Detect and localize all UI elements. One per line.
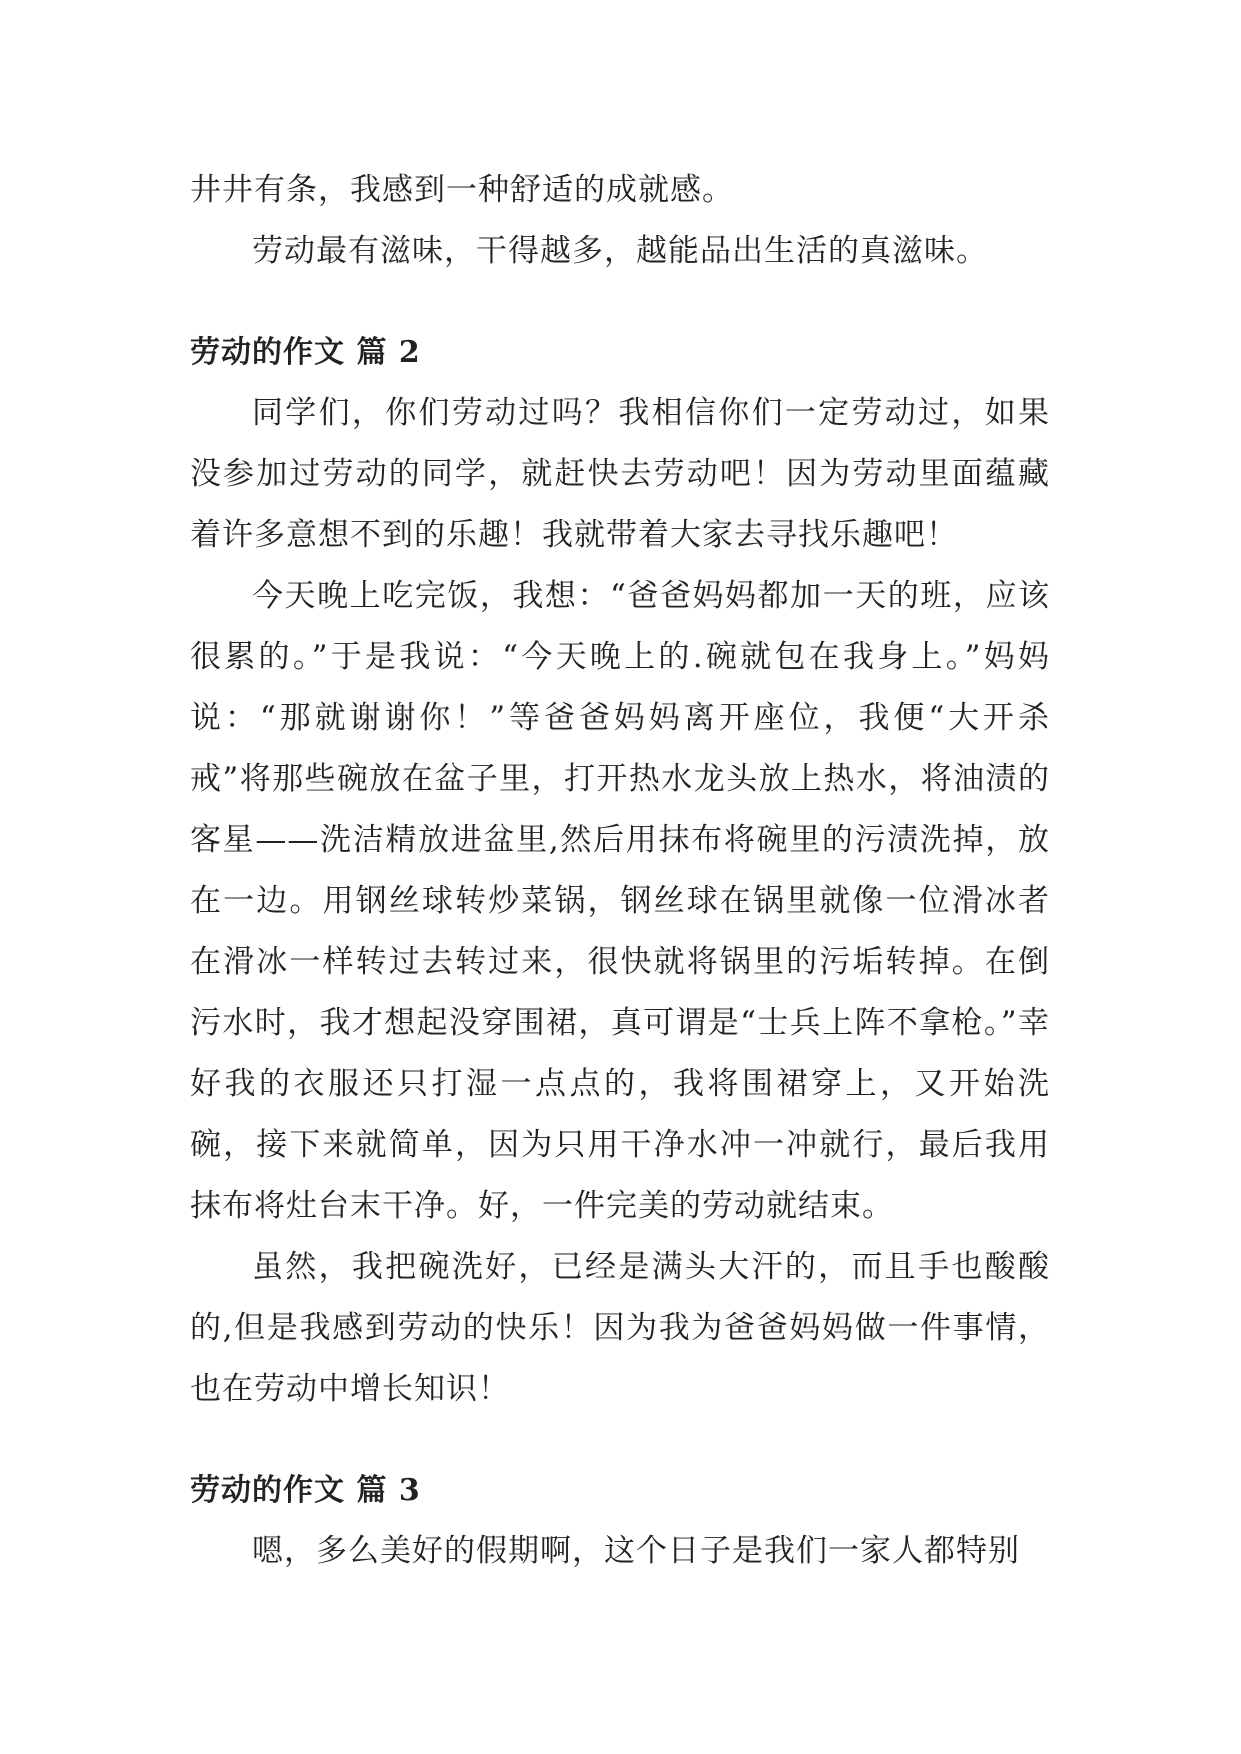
paragraph: 劳动最有滋味，干得越多，越能品出生活的真滋味。 (252, 233, 988, 269)
paragraph: 同学们，你们劳动过吗？我相信你们一定劳动过，如果没参加过劳动的同学，就赶快去劳动吧！因为劳动里面蕴藏着许多意想不到的乐趣！我就带着大家去寻找乐趣吧！ (190, 395, 1050, 553)
document-page (190, 160, 1050, 1582)
paragraph: 今天晚上吃完饭，我想：“爸爸妈妈都加一天的班，应该很累的。”于是我说：“今天晚上的.碗就包在我身上。”妈妈说：“那就谢谢你！”等爸爸妈妈离开座位，我便“大开杀戒”将那些碗放在盆子里，打开热水龙头放上热水，将油渍的客星——洗洁精放进盆里,然后用抹布将碗里的污渍洗掉，放在一边。用钢丝球转炒菜锅，钢丝球在锅里就像一位滑冰者在滑冰一样转过去转过来，很快就将锅里的污垢转掉。在倒污水时，我才想起没穿围裙，真可谓是“士兵上阵不拿枪。”幸好我的衣服还只打湿一点点的，我将围裙穿上，又开始洗碗，接下来就简单，因为只用干净水冲一冲就行，最后我用抹布将灶台末干净。好，一件完美的劳动就结束。 (190, 578, 1050, 1224)
paragraph: 井井有条，我感到一种舒适的成就感。 (190, 172, 734, 208)
section-heading: 劳动的作文 篇 2 (190, 335, 421, 370)
section-gap (190, 282, 1050, 322)
section-heading: 劳动的作文 篇 3 (190, 1473, 421, 1508)
paragraph: 虽然，我把碗洗好，已经是满头大汗的，而且手也酸酸的,但是我感到劳动的快乐！因为我为爸爸妈妈做一件事情，也在劳动中增长知识！ (190, 1249, 1050, 1407)
paragraph: 嗯，多么美好的假期啊，这个日子是我们一家人都特别 (252, 1533, 1020, 1569)
section-gap (190, 1420, 1050, 1460)
